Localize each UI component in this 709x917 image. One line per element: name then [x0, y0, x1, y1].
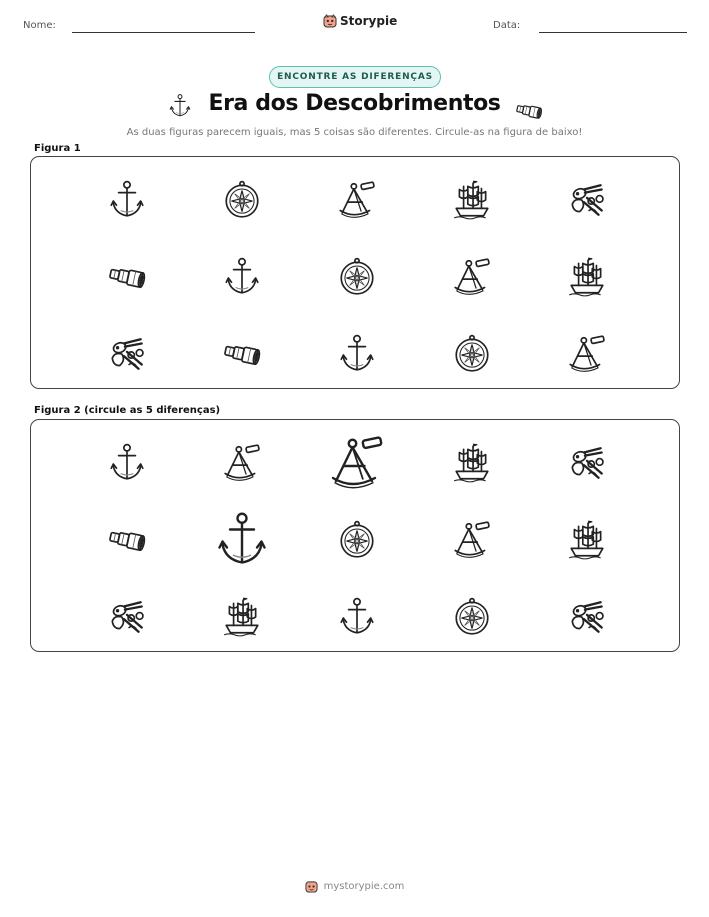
- figure2-item-r2c1[interactable]: [106, 519, 148, 561]
- anchor-icon: [336, 333, 378, 375]
- figure2-item-r3c2[interactable]: [221, 596, 263, 638]
- figure1-item-r3c3: [336, 333, 378, 375]
- figure1-item-r3c5: [566, 333, 608, 375]
- spyglass-icon: [514, 96, 544, 126]
- footer-url[interactable]: mystorypie.com: [323, 881, 405, 892]
- brand-logo: [323, 14, 397, 28]
- figure2-item-r3c1[interactable]: [106, 596, 148, 638]
- name-label: Nome:: [23, 20, 56, 31]
- anchor-icon: [106, 442, 148, 484]
- spyglass-icon: [106, 519, 148, 561]
- figure1-item-r2c2: [221, 256, 263, 298]
- compass-icon: [336, 256, 378, 298]
- figure1-item-r2c3: [336, 256, 378, 298]
- figure2-item-r1c5[interactable]: [566, 442, 608, 484]
- figure1-item-r3c1: [106, 333, 148, 375]
- footer: [0, 880, 709, 893]
- figure2-item-r1c3[interactable]: [327, 433, 387, 493]
- treasure-icon: [106, 333, 148, 375]
- treasure-icon: [106, 596, 148, 638]
- figure1-label: Figura 1: [34, 143, 81, 154]
- figure2-item-r2c3[interactable]: [336, 519, 378, 561]
- ship-icon: [566, 256, 608, 298]
- figure1-item-r1c2: [221, 179, 263, 221]
- spyglass-icon: [106, 256, 148, 298]
- anchor-icon: [106, 179, 148, 221]
- brand-name: Storypie: [340, 14, 398, 28]
- compass-icon: [336, 519, 378, 561]
- figure1-item-r2c5: [566, 256, 608, 298]
- figure1-item-r2c1: [106, 256, 148, 298]
- title-spyglass-icon: [514, 96, 544, 130]
- figure2-item-r3c4[interactable]: [451, 596, 493, 638]
- activity-tag: ENCONTRE AS DIFERENÇAS: [269, 66, 441, 88]
- name-line[interactable]: [72, 32, 255, 33]
- figure1-item-r2c4: [451, 256, 493, 298]
- ship-icon: [221, 596, 263, 638]
- figure1-item-r1c1: [106, 179, 148, 221]
- spyglass-icon: [221, 333, 263, 375]
- figure2-item-r1c4[interactable]: [451, 442, 493, 484]
- figure2-item-r1c1[interactable]: [106, 442, 148, 484]
- instructions: As duas figuras parecem iguais, mas 5 coisas são diferentes. Circule-as na figura de baixo!: [126, 127, 583, 138]
- figure1-item-r1c4: [451, 179, 493, 221]
- compass-icon: [221, 179, 263, 221]
- anchor-icon: [336, 596, 378, 638]
- treasure-icon: [566, 442, 608, 484]
- storypie-mascot-icon: [305, 880, 318, 893]
- figure1-item-r1c3: [336, 179, 378, 221]
- compass-icon: [451, 333, 493, 375]
- ship-icon: [451, 179, 493, 221]
- sextant-icon: [221, 442, 263, 484]
- sextant-icon: [336, 179, 378, 221]
- figure1-item-r3c2: [221, 333, 263, 375]
- sextant-icon: [451, 256, 493, 298]
- date-label: Data:: [493, 20, 521, 31]
- figure2-item-r3c3[interactable]: [336, 596, 378, 638]
- figure2-label: Figura 2 (circule as 5 diferenças): [34, 405, 221, 416]
- figure1-item-r1c5: [566, 179, 608, 221]
- anchor-icon: [212, 510, 272, 570]
- figure2-item-r3c5[interactable]: [566, 596, 608, 638]
- sextant-icon: [451, 519, 493, 561]
- figure2-panel[interactable]: [30, 419, 680, 652]
- date-line[interactable]: [539, 32, 687, 33]
- figure2-item-r2c4[interactable]: [451, 519, 493, 561]
- compass-icon: [451, 596, 493, 638]
- figure2-item-r2c2[interactable]: [212, 510, 272, 570]
- storypie-mascot-icon: [323, 14, 337, 28]
- figure2-item-r2c5[interactable]: [566, 519, 608, 561]
- treasure-icon: [566, 596, 608, 638]
- figure2-item-r1c2[interactable]: [221, 442, 263, 484]
- sextant-icon: [327, 433, 387, 493]
- treasure-icon: [566, 179, 608, 221]
- figure1-panel: [30, 156, 680, 389]
- anchor-icon: [221, 256, 263, 298]
- sextant-icon: [566, 333, 608, 375]
- ship-icon: [451, 442, 493, 484]
- ship-icon: [566, 519, 608, 561]
- figure1-item-r3c4: [451, 333, 493, 375]
- page-title: Era dos Descobrimentos: [208, 91, 501, 116]
